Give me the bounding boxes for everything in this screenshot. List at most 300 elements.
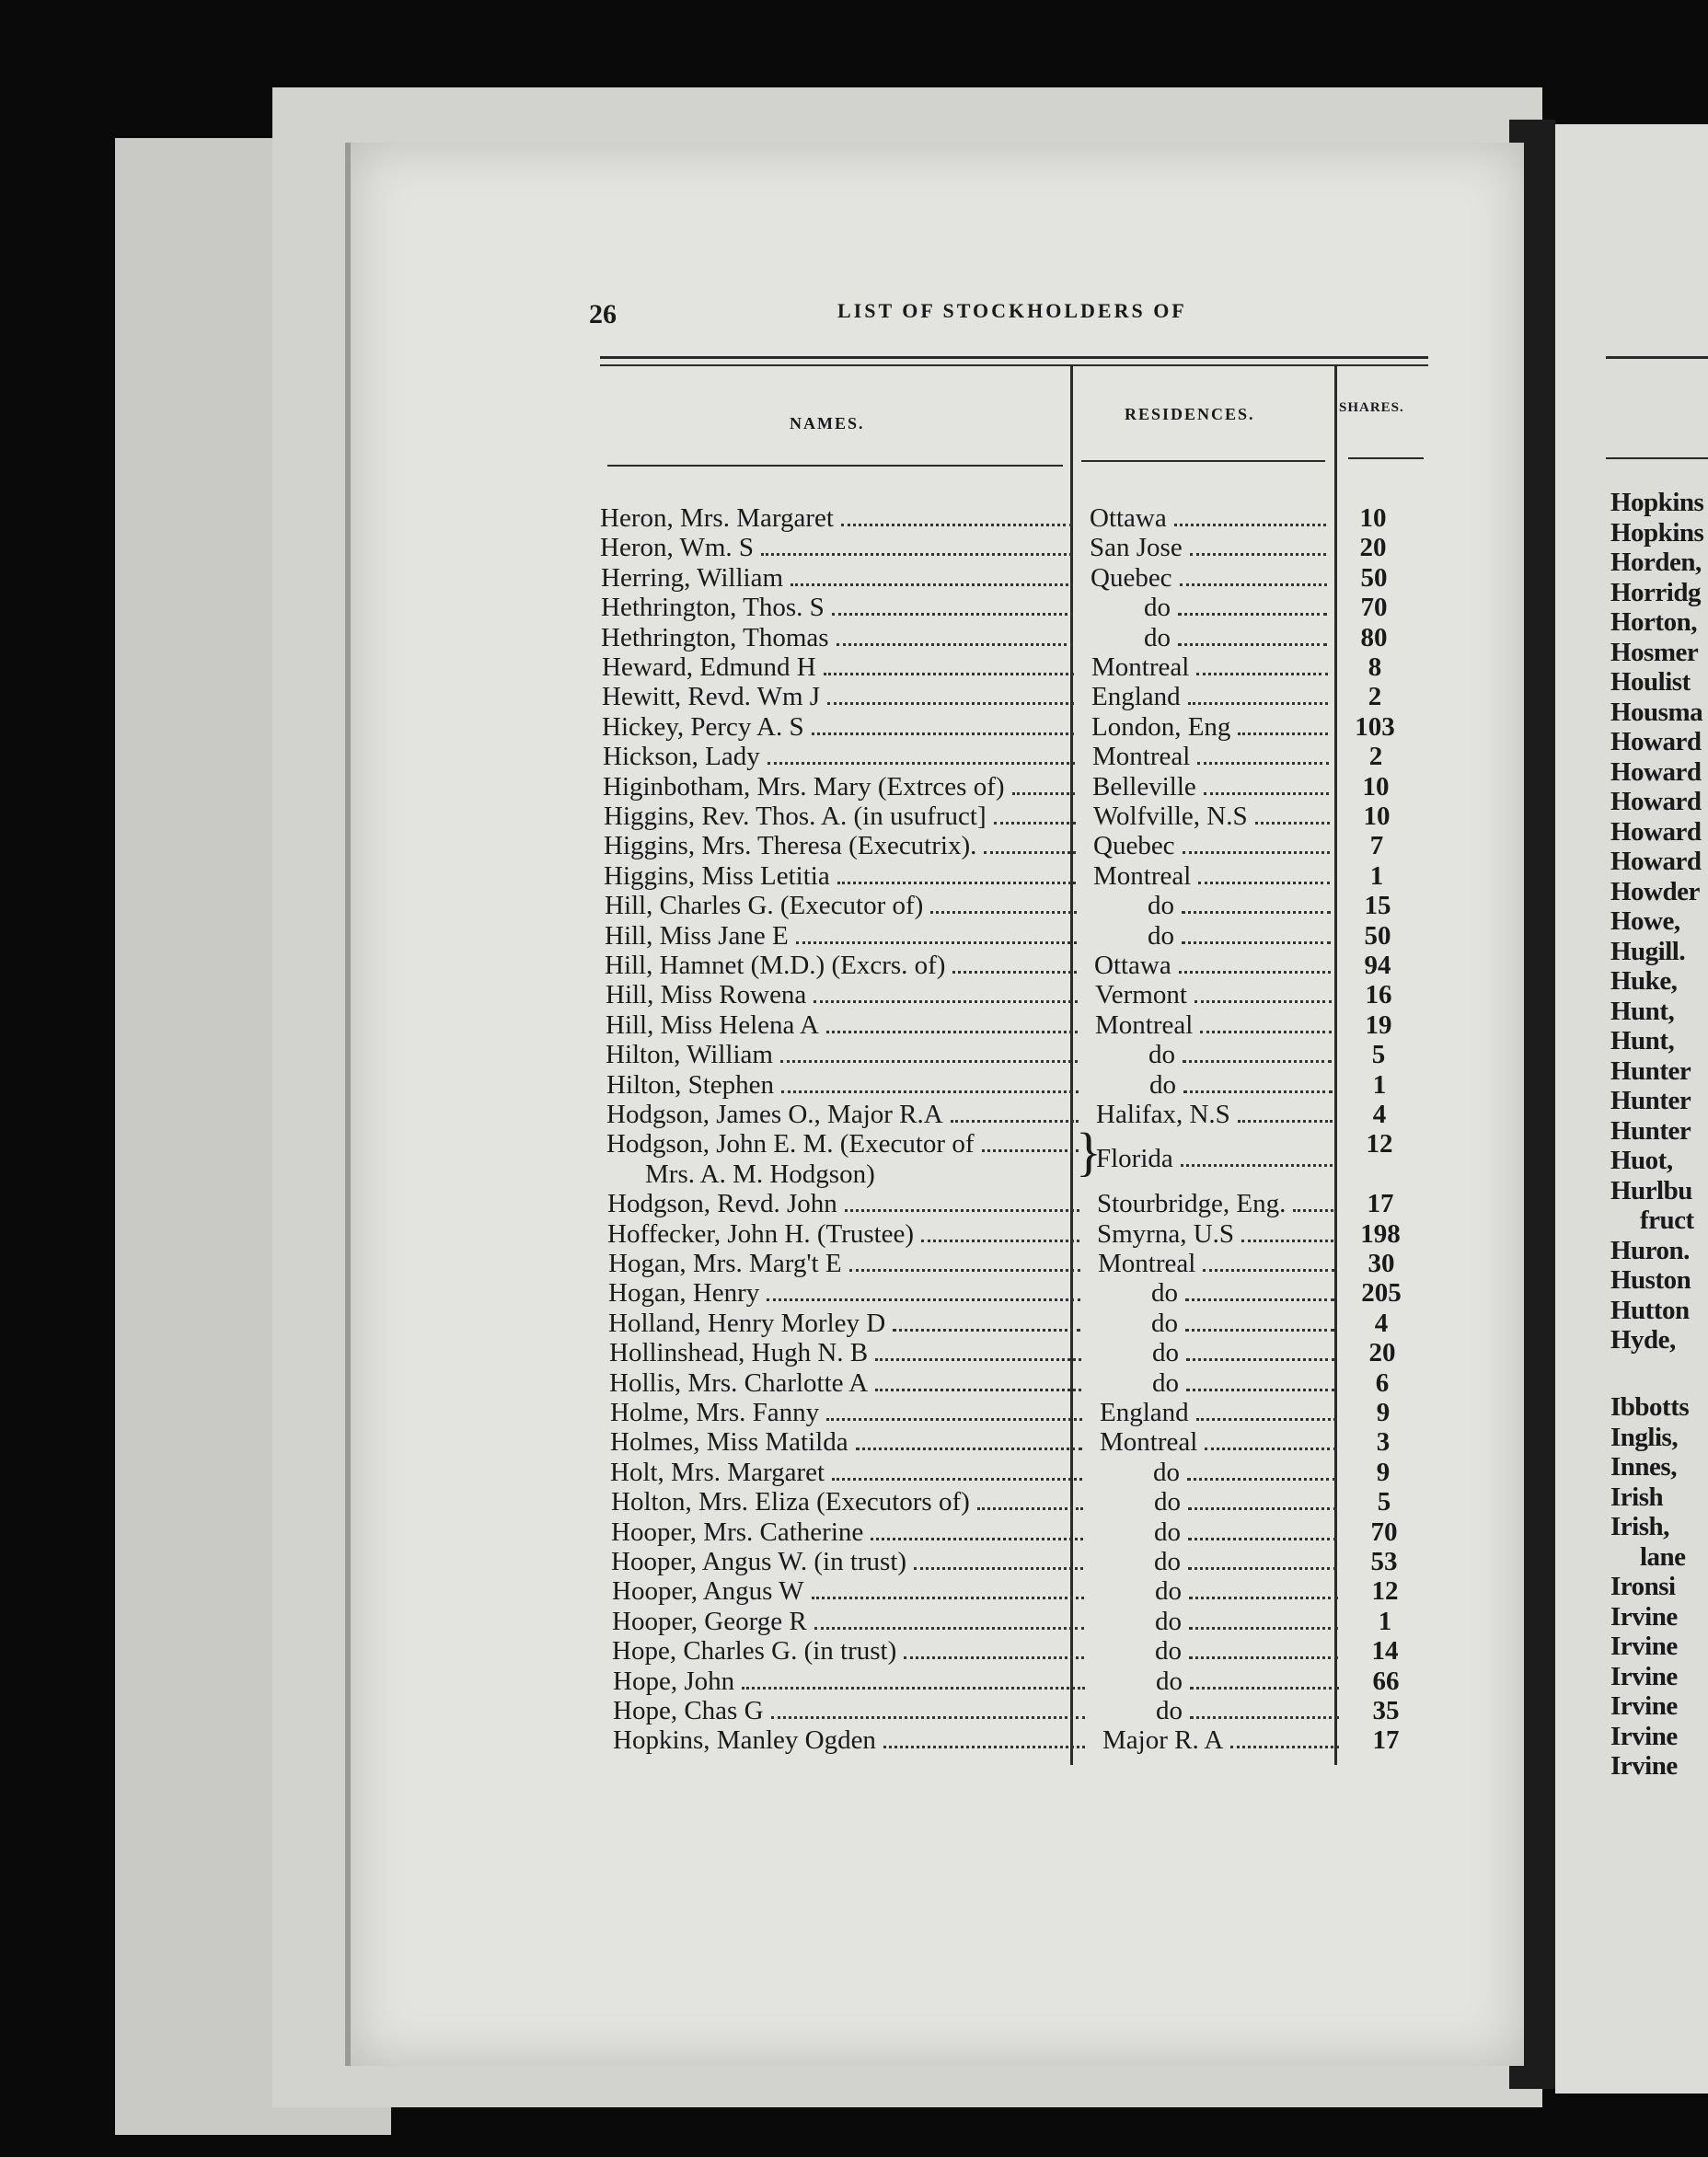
stockholder-name	[604, 831, 1082, 860]
table-row	[602, 712, 1430, 742]
stockholder-name-text: Hill, Miss Helena A	[606, 1009, 819, 1040]
table-row	[604, 831, 1432, 860]
page-header-title: LIST OF STOCKHOLDERS OF	[837, 299, 1187, 322]
stockholder-residence: Major R. A	[1102, 1725, 1344, 1755]
dot-leader	[1203, 1269, 1334, 1272]
stockholder-name	[613, 1696, 1091, 1725]
stockholder-name	[607, 1219, 1086, 1249]
stockholder-name	[607, 1189, 1086, 1218]
table-row	[606, 980, 1434, 1009]
dot-leader	[814, 1000, 1078, 1003]
dot-leader	[994, 822, 1076, 825]
stockholder-shares: 10	[1362, 771, 1390, 802]
stockholder-residence: Vermont	[1095, 980, 1337, 1009]
table-row	[602, 682, 1430, 711]
dot-leader	[1181, 1164, 1333, 1167]
facing-page	[1555, 124, 1708, 2094]
facing-page-name-fragment: Irvine	[1610, 1721, 1678, 1751]
stockholder-name	[611, 1547, 1090, 1576]
stockholder-shares: 10	[1359, 503, 1387, 533]
stockholder-shares: 10	[1363, 802, 1391, 831]
stockholder-name-text: Hooper, Angus W. (in trust)	[611, 1547, 907, 1576]
table-row	[611, 1517, 1439, 1547]
table-row	[604, 861, 1432, 891]
stockholder-name-text: Hill, Charles G. (Executor of)	[605, 891, 924, 921]
dot-leader	[1255, 822, 1330, 825]
stockholder-shares: 15	[1364, 891, 1391, 921]
stockholder-name-text: Hill, Miss Rowena	[606, 980, 807, 1010]
facing-page-name-fragment: Hyde,	[1610, 1325, 1676, 1355]
stockholder-name	[609, 1368, 1088, 1398]
stockholder-shares: 4	[1374, 1308, 1389, 1338]
stockholder-shares: 205	[1361, 1278, 1402, 1309]
dot-leader	[1204, 792, 1329, 795]
stockholder-residence: do	[1148, 1040, 1337, 1069]
stockholder-name-text: Herring, William	[601, 562, 784, 593]
stockholder-name	[613, 1725, 1091, 1755]
dot-leader	[921, 1240, 1079, 1242]
stockholder-shares: 17	[1372, 1725, 1400, 1756]
facing-page-name-fragment: Irvine	[1610, 1661, 1678, 1691]
column-header-names: NAMES.	[790, 414, 865, 433]
stockholder-shares: 1	[1372, 1069, 1387, 1100]
stockholder-name-text: Holt, Mrs. Margaret	[610, 1457, 825, 1487]
facing-page-name-fragment: Hurlbu	[1610, 1175, 1692, 1205]
dot-leader	[1293, 1209, 1333, 1212]
stockholder-shares: 35	[1372, 1696, 1400, 1725]
facing-page-name-fragment: Inglis,	[1610, 1422, 1679, 1452]
stockholder-name-text: Hickey, Percy A. S	[602, 711, 804, 742]
stockholder-name-text: Hope, John	[613, 1666, 735, 1696]
stockholder-shares: 2	[1368, 682, 1382, 712]
stockholder-name-text: Hollis, Mrs. Charlotte A	[609, 1367, 869, 1398]
stockholder-shares: 19	[1365, 1009, 1392, 1040]
dot-leader	[832, 613, 1073, 616]
stockholder-name	[610, 1398, 1089, 1427]
stockholder-name-text: Hilton, William	[606, 1040, 773, 1070]
dot-leader	[824, 673, 1074, 675]
dot-leader	[827, 702, 1074, 705]
stockholder-residence: Quebec	[1093, 831, 1335, 860]
stockholder-name	[608, 1309, 1087, 1338]
stockholder-residence: do	[1151, 1278, 1340, 1308]
facing-page-rule	[1606, 356, 1708, 359]
stockholder-residence: London, Eng	[1091, 712, 1333, 742]
stockholder-name-text: Hickson, Lady	[603, 742, 760, 772]
stockholder-residence: do	[1152, 1338, 1341, 1367]
dot-leader	[771, 1716, 1085, 1719]
facing-page-name-fragment: Howder	[1610, 876, 1700, 906]
stockholder-name	[602, 652, 1080, 682]
table-row	[605, 921, 1433, 951]
dot-leader	[1188, 1538, 1337, 1540]
dot-leader	[1238, 1120, 1333, 1123]
table-row	[610, 1398, 1438, 1427]
table-row	[600, 533, 1428, 562]
facing-page-name-fragment: Howard	[1610, 756, 1702, 787]
dot-leader	[767, 1298, 1080, 1301]
dot-leader	[1188, 1507, 1337, 1510]
stockholder-residence: Florida	[1096, 1144, 1338, 1173]
stockholder-name	[610, 1458, 1089, 1487]
stockholder-residence: England	[1091, 682, 1333, 711]
stockholder-name	[606, 1040, 1084, 1069]
stockholder-shares: 7	[1369, 831, 1384, 861]
facing-page-name-fragment: Irish	[1610, 1482, 1664, 1512]
dot-leader	[1190, 1716, 1339, 1719]
facing-page-name-fragment: Hugill.	[1610, 936, 1686, 966]
facing-page-name-fragment: Howard	[1610, 727, 1702, 756]
stockholder-residence: do	[1148, 891, 1336, 920]
stockholder-name-text: Hopkins, Manley Ogden	[613, 1725, 876, 1756]
dot-leader	[1012, 792, 1075, 795]
facing-page-name-fragment: Housma	[1610, 697, 1703, 727]
dot-leader	[875, 1389, 1081, 1391]
stockholder-residence: do	[1154, 1517, 1343, 1547]
stockholder-name	[603, 772, 1081, 802]
table-row	[612, 1636, 1440, 1666]
stockholder-residence: do	[1151, 1309, 1340, 1338]
stockholder-residence: Ottawa	[1094, 951, 1336, 980]
stockholder-shares: 20	[1359, 533, 1387, 563]
facing-page-name-fragment: Houlist	[1610, 667, 1691, 697]
stockholder-shares: 16	[1365, 980, 1392, 1010]
stockholder-shares: 9	[1376, 1398, 1391, 1427]
stockholder-name-text: Hooper, Angus W	[612, 1576, 804, 1607]
stockholder-shares: 30	[1368, 1249, 1395, 1278]
table-row	[608, 1278, 1437, 1308]
table-row	[609, 1368, 1437, 1398]
dot-leader	[856, 1448, 1082, 1450]
stockholder-residence: Ottawa	[1090, 503, 1332, 533]
dot-leader	[914, 1567, 1083, 1570]
stockholder-shares: 3	[1376, 1427, 1391, 1458]
stockholder-residence: Montreal	[1098, 1249, 1340, 1278]
facing-page-rule	[1606, 457, 1708, 459]
stockholder-name	[605, 891, 1083, 920]
stockholder-shares: 50	[1364, 920, 1391, 951]
stockholder-name-text: Heron, Wm. S	[600, 533, 755, 563]
stockholder-name	[606, 1129, 1085, 1159]
names-header-rule	[607, 465, 1063, 467]
stockholder-name	[606, 1100, 1085, 1129]
stockholder-shares: 50	[1360, 562, 1388, 593]
stockholder-name	[610, 1427, 1089, 1457]
stockholder-name-text: Holton, Mrs. Eliza (Executors of)	[611, 1487, 970, 1517]
stockholder-name	[602, 682, 1080, 711]
residences-header-rule	[1081, 460, 1325, 462]
stockholder-shares: 4	[1372, 1100, 1387, 1129]
dot-leader	[875, 1358, 1081, 1361]
facing-page-name-fragment: Irvine	[1610, 1601, 1678, 1632]
stockholder-residence: do	[1144, 623, 1333, 652]
column-header-residences: RESIDENCES.	[1125, 405, 1255, 423]
stockholder-shares: 1	[1369, 860, 1384, 891]
dot-leader	[849, 1269, 1080, 1272]
dot-leader	[1205, 1448, 1336, 1450]
stockholder-residence: do	[1156, 1696, 1344, 1725]
stockholder-residence: do	[1155, 1636, 1344, 1666]
stockholder-name-text: Higgins, Miss Letitia	[604, 860, 830, 891]
facing-page-name-fragment: Huron.	[1610, 1235, 1690, 1265]
facing-page-name-fragment: Hosmer	[1610, 637, 1699, 667]
dot-leader	[1190, 553, 1326, 556]
facing-page-name-fragment: Irish,	[1610, 1512, 1669, 1541]
dot-leader	[1241, 1240, 1333, 1242]
stockholder-name	[601, 623, 1079, 652]
stockholder-name-text: Hethrington, Thos. S	[601, 593, 825, 623]
dot-leader	[1194, 1000, 1332, 1003]
facing-page-name-fragment: Huston	[1610, 1265, 1691, 1295]
dot-leader	[1186, 1358, 1335, 1361]
dot-leader	[837, 882, 1076, 884]
column-header-shares: SHARES.	[1339, 400, 1404, 415]
facing-page-name-fragment: Howard	[1610, 847, 1702, 876]
stockholder-name	[611, 1487, 1090, 1517]
facing-page-name-fragment: Howe,	[1610, 906, 1680, 936]
facing-page-name-fragment: Horton,	[1610, 607, 1697, 637]
stockholder-residence: England	[1100, 1398, 1342, 1427]
dot-leader	[791, 583, 1073, 586]
stockholder-name	[601, 593, 1079, 622]
dot-leader	[904, 1656, 1084, 1659]
dot-leader	[871, 1538, 1083, 1540]
table-row	[601, 593, 1429, 622]
stockholder-shares: 9	[1376, 1457, 1391, 1487]
dot-leader	[1196, 673, 1328, 675]
stockholder-residence: do	[1155, 1576, 1344, 1606]
facing-page-name-fragment: Howard	[1610, 816, 1702, 847]
table-row	[602, 652, 1430, 682]
stockholder-name-text: Higgins, Rev. Thos. A. (in usufruct]	[604, 802, 987, 831]
stockholder-residence: do	[1149, 1070, 1338, 1100]
stockholder-name	[604, 861, 1082, 891]
stockholder-residence: do	[1148, 921, 1336, 951]
dot-leader	[1188, 1567, 1337, 1570]
facing-page-name-fragment: Huke,	[1610, 966, 1678, 996]
stockholder-name-text: Heron, Mrs. Margaret	[600, 503, 834, 533]
stockholder-name	[604, 802, 1082, 831]
dot-leader	[841, 524, 1072, 526]
stockholder-name	[606, 1010, 1084, 1040]
stockholder-name-text: Hill, Hamnet (M.D.) (Excrs. of)	[605, 951, 946, 980]
stockholder-name-text: Hooper, Mrs. Catherine	[611, 1517, 864, 1547]
stockholder-shares: 17	[1367, 1189, 1394, 1219]
table-row	[600, 503, 1428, 533]
stockholder-shares: 8	[1368, 652, 1382, 682]
top-rule	[600, 356, 1428, 359]
dot-leader	[767, 762, 1075, 765]
stockholder-name	[608, 1278, 1087, 1308]
table-row	[613, 1696, 1441, 1725]
stockholder-residence: Wolfville, N.S	[1093, 802, 1335, 831]
stockholder-name-text: Holme, Mrs. Fanny	[610, 1398, 820, 1427]
facing-page-name-fragment: fruct	[1640, 1205, 1694, 1235]
dot-leader	[1174, 524, 1326, 526]
table-row	[604, 802, 1432, 831]
stockholder-shares: 70	[1370, 1517, 1398, 1547]
dot-leader	[1182, 911, 1331, 914]
dot-leader	[1198, 882, 1330, 884]
dot-leader	[1196, 1418, 1336, 1421]
stockholder-residence: Montreal	[1093, 861, 1335, 891]
stockholder-name	[601, 563, 1079, 593]
facing-page-name-fragment: Innes,	[1610, 1452, 1677, 1482]
stockholder-residence: Smyrna, U.S	[1097, 1219, 1339, 1249]
stockholder-residence: San Jose	[1090, 533, 1332, 562]
dot-leader	[814, 1627, 1084, 1630]
stockholder-residence: do	[1156, 1667, 1344, 1696]
dot-leader	[837, 643, 1073, 646]
stockholder-name	[612, 1607, 1091, 1636]
page-number: 26	[589, 299, 617, 329]
stockholder-residence: Montreal	[1092, 742, 1334, 771]
table-row	[605, 951, 1433, 980]
stockholder-residence: Halifax, N.S	[1096, 1100, 1338, 1129]
table-row	[607, 1219, 1436, 1249]
stockholder-residence: do	[1154, 1487, 1343, 1517]
table-row	[611, 1547, 1439, 1576]
stockholder-residence: Quebec	[1091, 563, 1333, 593]
dot-leader	[982, 1149, 1079, 1152]
stockholder-shares: 103	[1355, 711, 1395, 742]
facing-page-name-fragment: Irvine	[1610, 1691, 1678, 1721]
stockholder-residence: do	[1155, 1607, 1344, 1636]
stockholder-shares: 66	[1372, 1666, 1400, 1696]
dot-leader	[893, 1329, 1080, 1332]
stockholder-shares: 14	[1371, 1636, 1399, 1667]
facing-page-name-fragment: Huot,	[1610, 1146, 1673, 1175]
dot-leader	[1179, 971, 1331, 974]
dot-leader	[761, 553, 1072, 556]
dot-leader	[1190, 1687, 1339, 1690]
stockholder-residence: Stourbridge, Eng.	[1097, 1189, 1339, 1218]
stockholder-name-text: Hodgson, John E. M. (Executor of	[606, 1129, 975, 1159]
table-row	[601, 563, 1429, 593]
stockholder-name	[603, 742, 1081, 771]
table-row	[612, 1576, 1440, 1606]
table-row	[612, 1607, 1440, 1636]
dot-leader	[1180, 583, 1327, 586]
stockholder-shares: 6	[1375, 1367, 1390, 1398]
facing-page-name-fragment: Howard	[1610, 787, 1702, 816]
stockholder-name-text: Hoffecker, John H. (Trustee)	[607, 1218, 915, 1249]
dot-leader	[826, 1031, 1078, 1033]
stockholder-name	[612, 1576, 1091, 1606]
stockholder-name	[600, 503, 1079, 533]
stockholder-residence: Belleville	[1092, 772, 1334, 802]
dot-leader	[796, 941, 1077, 944]
stockholder-shares: 94	[1364, 951, 1391, 980]
table-row	[608, 1309, 1437, 1338]
facing-page-name-fragment: Hutton	[1610, 1295, 1690, 1325]
facing-page-name-fragment: Hunter	[1610, 1115, 1691, 1146]
facing-page-name-fragment: Horden,	[1610, 548, 1702, 577]
table-row-continuation	[645, 1159, 1087, 1189]
facing-page-name-fragment: Hunt,	[1610, 996, 1675, 1026]
stockholder-shares: 12	[1366, 1129, 1393, 1159]
table-row	[609, 1338, 1437, 1367]
facing-page-name-fragment: Irvine	[1610, 1751, 1678, 1781]
stockholder-residence: Montreal	[1091, 652, 1333, 682]
table-row	[611, 1487, 1439, 1517]
facing-page-name-fragment: Hunt,	[1610, 1026, 1675, 1055]
stockholder-name	[613, 1667, 1091, 1696]
stockholder-name	[612, 1636, 1091, 1666]
table-row	[601, 623, 1429, 652]
stockholder-name-text: Hogan, Henry	[608, 1278, 760, 1309]
stockholder-name-text: Holmes, Miss Matilda	[610, 1427, 848, 1458]
table-row	[613, 1725, 1441, 1755]
stockholder-shares: 2	[1368, 742, 1383, 772]
dot-leader	[1186, 1389, 1335, 1391]
dot-leader	[984, 851, 1076, 854]
stockholder-name	[606, 1070, 1085, 1100]
stockholder-shares: 198	[1360, 1218, 1401, 1249]
stockholder-residence: do	[1153, 1458, 1342, 1487]
dot-leader	[951, 1120, 1079, 1123]
dot-leader	[832, 1478, 1082, 1481]
table-row	[603, 742, 1431, 771]
dot-leader	[952, 971, 1077, 974]
facing-page-name-fragment: lane	[1640, 1541, 1686, 1572]
stockholder-name-text: Hilton, Stephen	[606, 1069, 775, 1100]
stockholder-shares: 20	[1368, 1338, 1396, 1368]
dot-leader	[1183, 1090, 1333, 1093]
stockholder-residence: do	[1154, 1547, 1343, 1576]
stockholder-name-text: Hope, Charles G. (in trust)	[612, 1636, 897, 1667]
stockholder-shares: 70	[1360, 593, 1388, 623]
dot-leader	[812, 732, 1074, 735]
dot-leader	[1188, 702, 1328, 705]
shares-header-rule	[1348, 457, 1424, 459]
stockholder-name	[605, 921, 1083, 951]
stockholder-name	[606, 980, 1084, 1009]
dot-leader	[780, 1060, 1078, 1063]
dot-leader	[1183, 851, 1330, 854]
dot-leader	[1183, 1060, 1332, 1063]
stockholder-shares: 5	[1377, 1487, 1391, 1517]
dot-leader	[1200, 1031, 1332, 1033]
stockholder-name-text: Hewitt, Revd. Wm J	[602, 682, 821, 712]
dot-leader	[826, 1418, 1082, 1421]
facing-page-name-fragment: Ibbotts	[1610, 1392, 1690, 1422]
brace-mark: }	[1076, 1122, 1102, 1182]
dot-leader	[977, 1507, 1083, 1510]
stockholder-name-text: Hethrington, Thomas	[601, 622, 829, 652]
stockholder-name-continuation: Mrs. A. M. Hodgson)	[645, 1159, 875, 1189]
stockholder-shares: 5	[1371, 1040, 1386, 1070]
dot-leader	[1178, 643, 1327, 646]
stockholder-name-text: Hill, Miss Jane E	[605, 920, 789, 951]
table-row	[606, 1070, 1435, 1100]
dot-leader	[1189, 1656, 1338, 1659]
dot-leader	[1182, 941, 1331, 944]
dot-leader	[1189, 1597, 1338, 1599]
stockholder-residence: Montreal	[1095, 1010, 1337, 1040]
stockholder-residence: do	[1152, 1368, 1341, 1398]
table-row	[613, 1667, 1441, 1696]
dot-leader	[1189, 1627, 1338, 1630]
stockholder-name-text: Hogan, Mrs. Marg't E	[608, 1249, 842, 1278]
table-row	[606, 1040, 1434, 1069]
table-row	[605, 891, 1433, 920]
dot-leader	[1185, 1329, 1334, 1332]
facing-page-name-fragment: Irvine	[1610, 1632, 1678, 1661]
dot-leader	[742, 1687, 1085, 1690]
stockholder-name	[600, 533, 1079, 562]
table-row	[610, 1458, 1438, 1487]
